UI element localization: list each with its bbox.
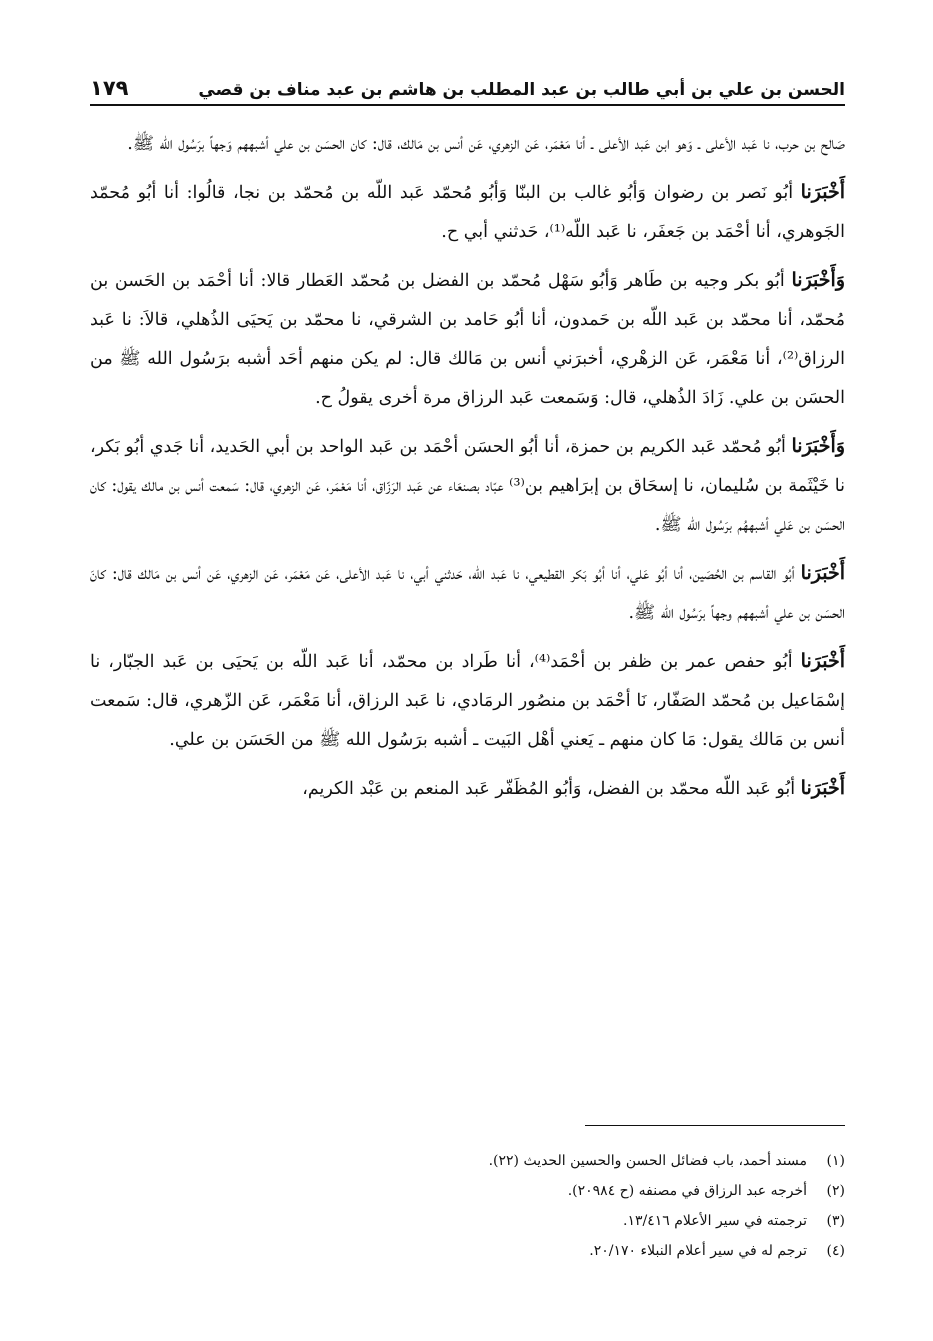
paragraph-lead: أَخْبَرَنا bbox=[800, 777, 845, 799]
page-number: ١٧٩ bbox=[90, 76, 129, 100]
footnote-4 bbox=[90, 1236, 845, 1266]
footnote-divider bbox=[585, 1125, 845, 1126]
footnote-number: (١) bbox=[826, 1153, 845, 1169]
paragraph-lead: أَخْبَرَنا bbox=[800, 181, 845, 203]
footnotes bbox=[90, 1146, 845, 1266]
paragraph-text: أبُو حفص عمر بن ظفر بن أحْمَد⁽⁴⁾، أنا طَراد بن محمّد، أنا عَبد اللّه بن يَحيَى بن عَبد الجبّار، نا إسْمَاعيل بن مُحمّد الصَفّار، نَا أحْمَد بن منصُور الرمَادي، نا عَبد الرزاق، أنا مَعْمَر، عَن الزّهري، قال: سَمعت أنس بن مَالك يقول: مَا كان منهم ـ يَعني أهْل البَيت ـ أشبه برَسُول الله ﷺ من الحَسَن بن علي. bbox=[90, 652, 845, 750]
running-title: الحسن بن علي بن أبي طالب بن عبد المطلب بن هاشم بن عبد مناف بن قصي bbox=[198, 80, 845, 100]
paragraph-text: أبُو مُحمّد عَبد الكريم بن حمزة، أنا أبُو الحسَن أحْمَد بن عَبد الواحد بن أبي الحَديد، أنا جَدي أبُو بَكر، نا خَيْثَمة بن سُليمان، نا إسحَاق بن إبرَاهيم بن⁽³⁾ عبّاد بصنعَاء عن عَبد الرَزّاق، أنا مَعْمَر، عَن الزهري، قال: سَمعت أنس بن مالك يقول: كان الحسَن بن عَلي أشبههُم برَسُول الله ﷺ. bbox=[90, 437, 845, 535]
paragraph-text: أبُو نَصر بن رضوان وَأبُو غالب بن البنّا وَأبُو مُحمّد عَبد اللّه بن مُحمّد بن نجا، قالُوا: أنا أبُو مُحمّد الجَوهري، أنا أحْمَد بن جَعفَر، نا عَبد اللّه⁽¹⁾، حَدثني أبي ح. bbox=[90, 183, 845, 242]
paragraph-7 bbox=[90, 769, 845, 809]
footnote-number: (٣) bbox=[826, 1213, 845, 1229]
paragraph-text: صَالح بن حرب، نا عَبد الأعلى ـ وَهو ابن عَبد الأعلى ـ أنا مَعْمَر، عَن الزهري، عَن أنس بن مَالك، قال: كان الحسَن بن علي أشبههم وَجهاً برَسُول الله ﷺ. bbox=[127, 134, 845, 154]
paragraph-lead: وَأَخْبَرَنا bbox=[791, 269, 845, 291]
footnote-text: أخرجه عبد الرزاق في مصنفه (ح ٢٠٩٨٤). bbox=[567, 1183, 807, 1199]
footnote-text: ترجمته في سير الأعلام ١٣/٤١٦. bbox=[623, 1213, 807, 1229]
paragraph-text: أبُو عَبد اللّه محمّد بن الفضل، وَأبُو المُظَفّر عَبد المنعم بن عَبْد الكريم، bbox=[302, 779, 801, 799]
footnote-text: مسند أحمد، باب فضائل الحسن والحسين الحديث (٢٢). bbox=[488, 1153, 807, 1169]
paragraph-5 bbox=[90, 554, 845, 633]
paragraph-lead: أَخْبَرَنا bbox=[800, 650, 845, 672]
footnote-3 bbox=[90, 1206, 845, 1236]
footnote-1 bbox=[90, 1146, 845, 1176]
footnote-2 bbox=[90, 1176, 845, 1206]
paragraph-text: أبُو القاسم بن الحُصَين، أنا أبُو عَلي، أنا أبُو بَكر القطيعي، نا عَبد اللّه، حَدثني أبي، نا عَبد الأعلى، عَن مَعْمَر، عَن الزهري، عَن أنس بن مَالك قال: كانَ الحسَن بن علي أشبههم وجهاً برَسُول الله ﷺ. bbox=[90, 564, 845, 623]
running-header bbox=[90, 58, 845, 106]
footnote-number: (٤) bbox=[826, 1243, 845, 1259]
paragraph-3 bbox=[90, 261, 845, 418]
main-text bbox=[90, 124, 845, 818]
paragraph-lead: وَأَخْبَرَنا bbox=[791, 435, 845, 457]
paragraph-1 bbox=[90, 124, 845, 164]
footnote-text: ترجم له في سير أعلام النبلاء ٢٠/١٧٠. bbox=[589, 1243, 807, 1259]
paragraph-4 bbox=[90, 427, 845, 545]
paragraph-text: أبُو بكر وجيه بن طَاهر وَأبُو سَهْل مُحمّد بن الفضل بن مُحمّد العَطار قالا: أنا أحْمَد بن الحَسن بن مُحمّد، أنا محمّد بن عَبد اللّه بن حَمدون، أنا أبُو حَامد بن الشرقي، نا محمّد بن يَحيَى الذُهلي، قالاَ: نا عَبد الرزاق⁽²⁾، أنا مَعْمَر، عَن الزهْري، أخبرَني أنس بن مَالك قال: لم يكن منهم أحَد أشبه برَسُول الله ﷺ من الحسَن بن علي. زَادَ الذُهلي، قال: وَسَمعت عَبد الرزاق مرة أخرى يقولُ ح. bbox=[90, 271, 845, 408]
paragraph-lead: أَخْبَرَنا bbox=[800, 562, 845, 584]
paragraph-6 bbox=[90, 642, 845, 760]
footnote-number: (٢) bbox=[826, 1183, 845, 1199]
paragraph-2 bbox=[90, 173, 845, 252]
